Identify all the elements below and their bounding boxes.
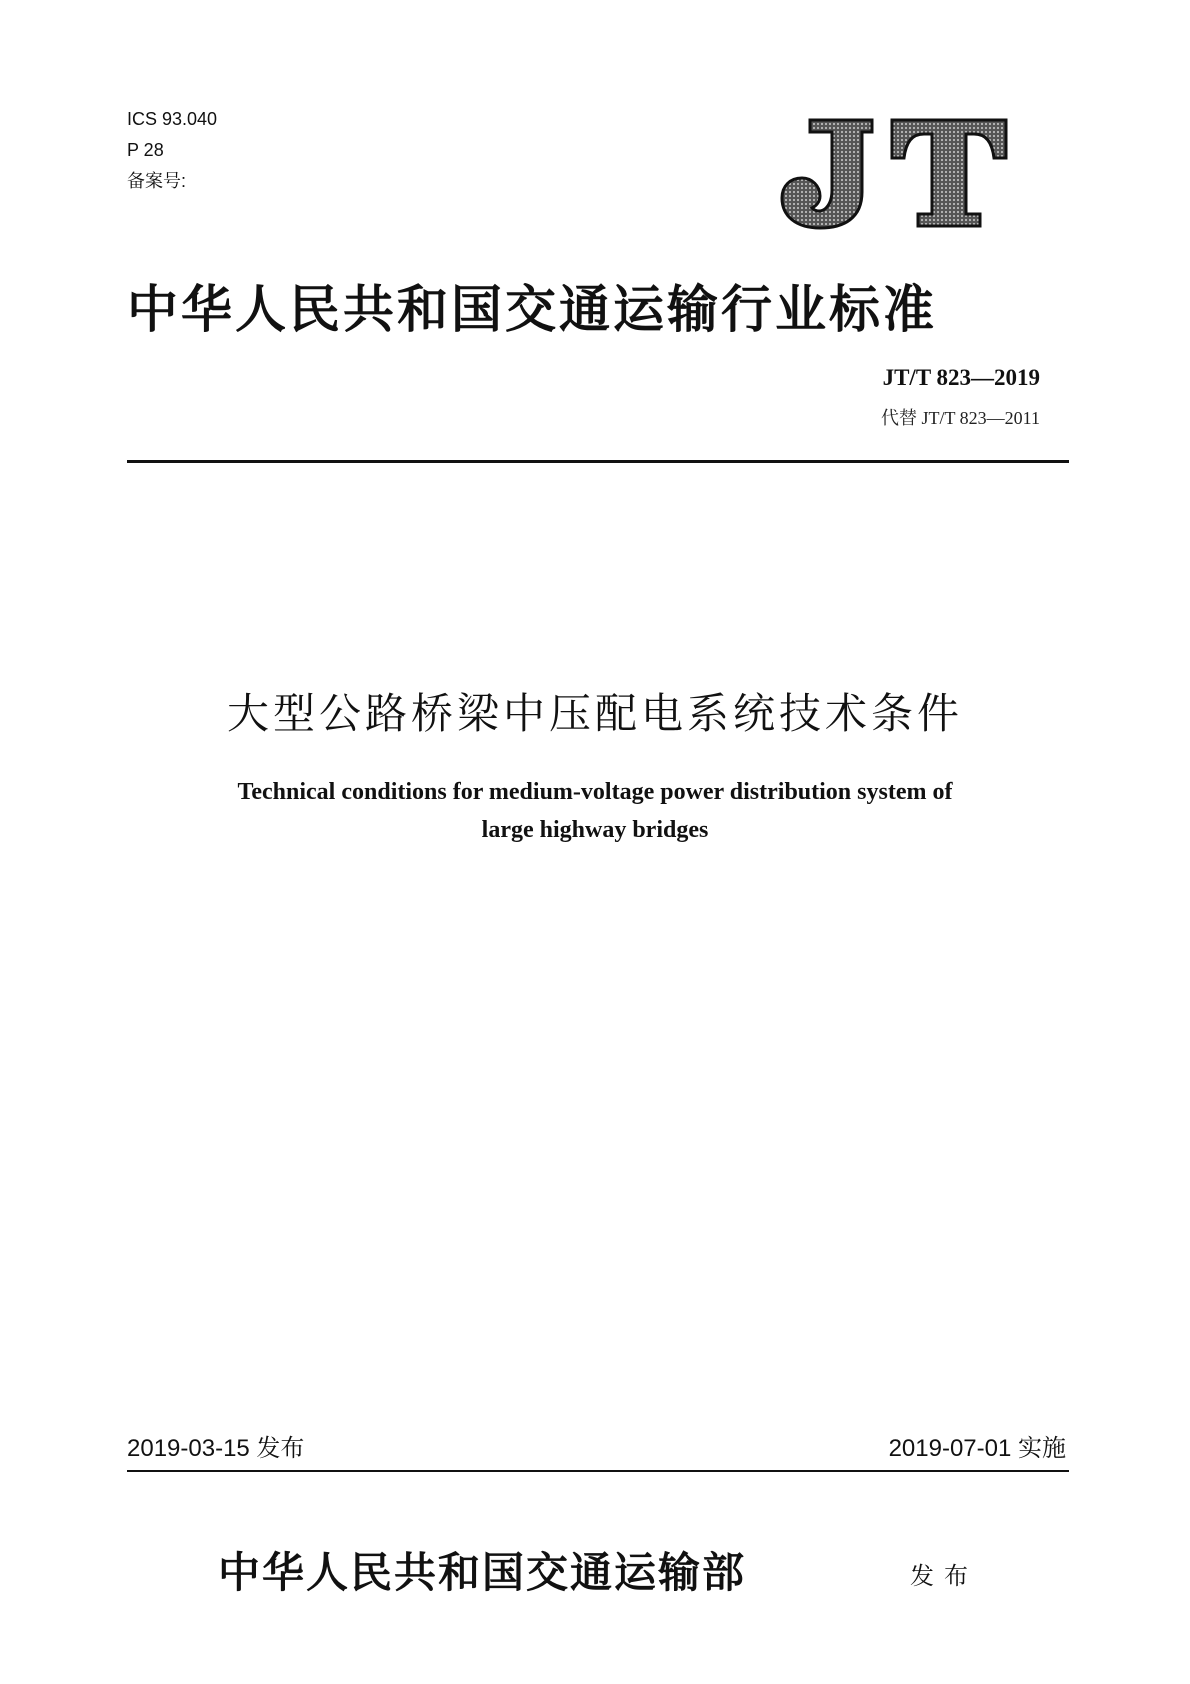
ics-code: ICS 93.040 [127,109,218,129]
issue-date: 2019-03-15 发布 [127,1435,305,1462]
publisher-name: 中华人民共和国交通运输部 [218,1548,747,1597]
bottom-divider [127,1470,1069,1472]
filing-number: 备案号: [127,171,187,191]
publish-label: 发布 [910,1562,978,1590]
classification-block [127,104,217,197]
header-title: 中华人民共和国交通运输行业标准 [127,280,938,340]
standard-number: JT/T 823—2019 [882,365,1040,390]
replaces-standard: 代替 JT/T 823—2011 [880,408,1040,428]
title-en-line-2: large highway bridges [481,817,709,843]
ccs-code: P 28 [127,140,164,160]
jt-logo [780,118,1010,230]
top-divider [127,460,1069,463]
document-title-cn: 大型公路桥梁中压配电系统技术条件 [226,689,963,738]
document-title-en [170,773,1020,849]
title-en-line-1: Technical conditions for medium-voltage power distribution system of [237,779,953,805]
effective-date: 2019-07-01 实施 [888,1435,1066,1462]
